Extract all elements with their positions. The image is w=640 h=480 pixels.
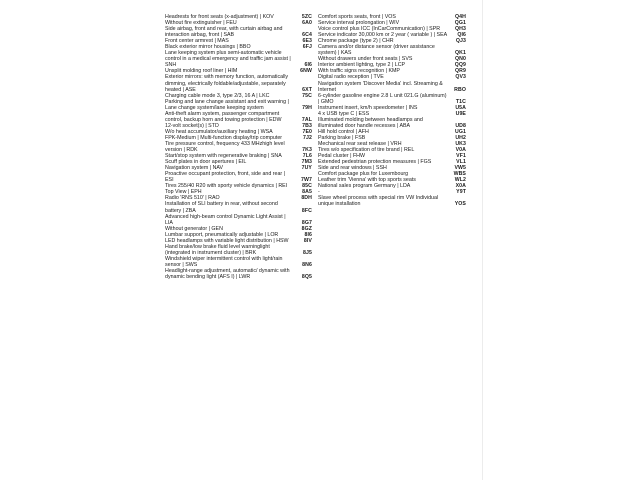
equipment-description: Pedal cluster | FHW <box>318 153 365 160</box>
equipment-entry <box>165 50 312 68</box>
equipment-description: Radio 'RNS 510' | RAO <box>165 195 220 202</box>
equipment-description: Tires w/o specification of tire brand | REL <box>318 147 415 154</box>
equipment-description: Side and rear windows | SSH <box>318 165 387 172</box>
equipment-description: Front center armrest | MAS <box>165 38 229 45</box>
equipment-description: Without generator | GEN <box>165 225 223 232</box>
equipment-description: Lumbar support, pneumatically adjustable | LOR <box>165 231 279 238</box>
equipment-description: Scuff plates in door apertures | EIL <box>165 159 247 166</box>
equipment-code: VW5 <box>454 165 466 172</box>
equipment-description: 12-volt socket(s) | STD <box>165 122 219 129</box>
equipment-code: QI6 <box>457 32 466 39</box>
equipment-code: UD8 <box>455 122 466 129</box>
equipment-code: Q4H <box>455 14 466 20</box>
equipment-code: 7AL <box>301 116 312 123</box>
equipment-entry <box>165 74 312 92</box>
equipment-code: UH2 <box>455 134 466 141</box>
equipment-code: 8I6 <box>304 231 312 238</box>
equipment-description: Parking brake | FSB <box>318 134 366 141</box>
equipment-code: 7W7 <box>301 177 312 184</box>
equipment-description: Instrument insert, km/h speedometer | INS <box>318 104 418 111</box>
equipment-description: Mechanical rear seat release | VRH <box>318 140 402 147</box>
equipment-code: 8GZ <box>301 225 312 232</box>
equipment-description: Illuminated molding between headlamps and illuminated door handle recesses | ABA <box>318 116 423 129</box>
equipment-code: WL2 <box>454 177 466 184</box>
equipment-code: 8J5 <box>303 249 312 256</box>
equipment-entry <box>165 214 312 226</box>
equipment-entry <box>165 268 312 280</box>
equipment-description: 4 x USB type C | ESS <box>318 110 370 117</box>
equipment-code: QV3 <box>455 74 466 81</box>
equipment-entry <box>165 201 312 213</box>
equipment-code: 85C <box>302 183 312 190</box>
equipment-code: 7M3 <box>301 159 312 166</box>
equipment-description: Comfort package plus for Luxembourg <box>318 171 409 178</box>
equipment-code: 8A5 <box>302 189 312 196</box>
equipment-description: Top View | EPH <box>165 189 202 196</box>
equipment-code: 7UY <box>301 165 312 172</box>
equipment-description: Camera and/or distance sensor (driver assistance system) | KAS <box>318 44 435 57</box>
equipment-description: Digital radio reception | TVE <box>318 74 384 81</box>
equipment-code: X0A <box>455 183 466 190</box>
equipment-code: QJ3 <box>455 38 466 45</box>
equipment-description: LED headlamps with variable light distribution | HSW <box>165 237 289 244</box>
equipment-code: T1C <box>455 98 466 105</box>
equipment-description: Lane keeping system plus semi-automatic vehicle control in a medical emergency and traffic jam assist | SNH <box>165 50 291 69</box>
equipment-description: Navigation system 'Discover Media' incl. Streaming & Internet <box>318 80 443 93</box>
equipment-description: Anti-theft alarm system, passenger compartment control, backup horn and towing protection | EDW <box>165 110 282 123</box>
equipment-entry <box>318 93 466 105</box>
equipment-code: UK3 <box>455 140 466 147</box>
page-edge <box>482 0 483 480</box>
equipment-description: Windshield wiper intermittent control with light/rain sensor | SWS <box>165 255 283 268</box>
equipment-code: VL1 <box>456 159 466 166</box>
equipment-code: V0A <box>455 147 466 154</box>
equipment-code: 6C4 <box>302 32 312 39</box>
equipment-code: 7J2 <box>303 134 312 141</box>
equipment-description: Tire pressure control, frequency 433 MHzhigh level version | RDK <box>165 140 285 154</box>
equipment-description: Proactive occupant protection, front, side and rear | ESI <box>165 171 286 184</box>
equipment-description: Navigation system | NAV <box>165 165 224 172</box>
equipment-code: UG1 <box>455 128 466 135</box>
equipment-description: Service interval prolongation | WIV <box>318 20 400 27</box>
equipment-description: FPK-Medium | Multi-function display/trip computer <box>165 134 283 141</box>
equipment-entry <box>318 81 466 93</box>
left-column <box>165 14 312 280</box>
equipment-code: U5A <box>455 104 466 111</box>
equipment-description: Slave wheel process with special rim VW Individual unique installation <box>318 195 439 208</box>
equipment-code: 8N6 <box>302 261 312 268</box>
equipment-code: 79H <box>302 104 312 111</box>
equipment-description: Extended pedestrian protection measures | FGS <box>318 159 432 166</box>
equipment-code: VF1 <box>456 153 466 160</box>
equipment-code: 6A0 <box>302 20 312 27</box>
equipment-description: 6-cylinder gasoline engine 2.8 L unit 021.G (aluminum) | GMO <box>318 92 447 105</box>
equipment-description: Parking and lane change assistant and exit warning | Lane change system/lane keeping system <box>165 98 289 111</box>
equipment-description: Advanced high-beam control Dynamic Light Assist | LIA <box>165 213 286 226</box>
equipment-description: Headlight-range adjustment, automatic/ dynamic with dynamic bending light (AFS I) | LWR <box>165 267 290 281</box>
equipment-entry <box>318 117 466 129</box>
equipment-code: 6I6 <box>304 62 312 69</box>
equipment-description: Tires 255/40 R20 with sporty vehicle dynamics | REI <box>165 183 288 190</box>
equipment-code: QK1 <box>455 50 466 57</box>
equipment-description: Headrests for front seats (x-adjustment) | KOV <box>165 14 274 20</box>
equipment-code: 8IV <box>303 237 312 244</box>
equipment-code: 7E0 <box>302 128 312 135</box>
equipment-code: 8DH <box>301 195 312 202</box>
equipment-code: 6E3 <box>302 38 312 45</box>
equipment-code: WBS <box>453 171 466 178</box>
equipment-code: 7B3 <box>302 122 312 129</box>
equipment-description: Leather trim 'Vienna' with top sports seats <box>318 177 416 184</box>
equipment-description: Voice control plus ICC (InCarCommunication) | SPR <box>318 26 441 33</box>
equipment-entry <box>165 256 312 268</box>
equipment-code: QH3 <box>455 26 466 33</box>
equipment-code: 8G7 <box>301 219 312 226</box>
equipment-entry <box>165 141 312 153</box>
equipment-description: Start/stop system with regenerative braking | SNA <box>165 153 282 160</box>
equipment-entry <box>165 26 312 38</box>
equipment-description: Side airbag, front and rear, with curtain airbag and interaction airbag, front | SAB <box>165 26 283 39</box>
equipment-description: Installation of SLI battery in rear, without second battery | ZBA <box>165 201 278 214</box>
equipment-description: Without drawers under front seats | SVS <box>318 56 413 63</box>
equipment-code: 6FJ <box>302 44 312 51</box>
equipment-entry <box>318 195 466 207</box>
equipment-code: 75C <box>302 92 312 99</box>
equipment-description: - <box>318 189 320 196</box>
equipment-code: RBO <box>454 86 466 93</box>
equipment-description: Interior ambient lighting, type 2 | LCP <box>318 62 406 69</box>
equipment-entry <box>318 44 466 56</box>
equipment-code: 6NW <box>300 68 312 75</box>
equipment-code: 8Q5 <box>301 274 312 281</box>
equipment-code: QR9 <box>455 68 466 75</box>
equipment-description: Black exterior mirror housings | BBO <box>165 44 251 51</box>
equipment-description: Hill hold control | AFH <box>318 128 369 135</box>
equipment-description: Exterior mirrors: with memory function, automatically dimming, electrically foldable/adjustable, separately heated | ASE <box>165 74 289 93</box>
equipment-code: Y9T <box>456 189 466 196</box>
equipment-description: Without fire extinguisher | FEU <box>165 20 237 27</box>
equipment-description: National sales program Germany | LDA <box>318 183 411 190</box>
equipment-description: W/o heat accumulator/auxiliary heating | WSA <box>165 128 273 135</box>
equipment-code: QN0 <box>455 56 466 63</box>
equipment-entry <box>165 99 312 111</box>
equipment-code: 7K3 <box>302 147 312 154</box>
equipment-description: Hand brake/low brake fluid level warninglight (integrated in instrument cluster) | BRK <box>165 243 270 256</box>
equipment-code: 7L6 <box>302 153 312 160</box>
equipment-code: YOS <box>454 201 466 208</box>
equipment-entry <box>165 244 312 256</box>
equipment-description: Unsplit molding roof liner | HIM <box>165 68 238 75</box>
equipment-entry <box>165 111 312 123</box>
equipment-description: Service indicator 30,000 km or 2 year ( variable ) | SEA <box>318 32 448 39</box>
equipment-code: 6XT <box>302 86 312 93</box>
equipment-code: 8FC <box>301 207 312 214</box>
equipment-entry <box>165 171 312 183</box>
equipment-code: 5ZC <box>301 14 312 20</box>
equipment-description: Chrome package (type 2) | CHR <box>318 38 394 45</box>
right-column <box>318 14 466 208</box>
equipment-code: QG1 <box>454 20 466 27</box>
equipment-code: U9E <box>455 110 466 117</box>
equipment-description: With traffic signs recognition | KMP <box>318 68 400 75</box>
equipment-description: Charging cable mode 3, type 2/3, 16 A | LKC <box>165 92 270 99</box>
equipment-code: QQ9 <box>454 62 466 69</box>
equipment-description: Comfort sports seats, front | VOS <box>318 14 396 20</box>
